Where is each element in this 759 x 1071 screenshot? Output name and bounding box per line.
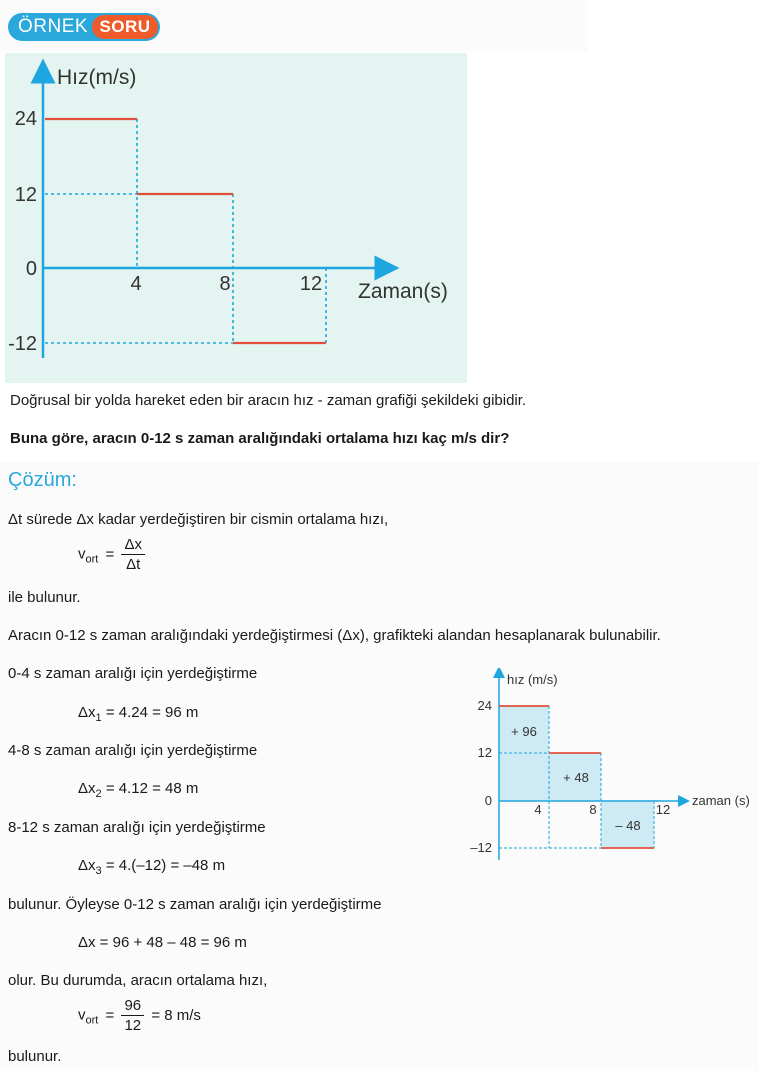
- avg-sub: ort: [85, 1014, 99, 1027]
- seg1-sub: 1: [95, 712, 102, 724]
- y-axis-label: Hız(m/s): [57, 66, 137, 89]
- x-tick-8: 8: [219, 273, 231, 295]
- segment3-equation: [78, 857, 225, 877]
- formula-denominator: Δt: [126, 556, 141, 573]
- avg-numerator: 96: [121, 997, 144, 1016]
- y-tick-minus12: -12: [8, 333, 37, 355]
- badge-ornek-label: ÖRNEK: [8, 13, 160, 41]
- area-graph: [462, 668, 759, 868]
- g2-y-axis-label: hız (m/s): [507, 672, 558, 687]
- g2-x-axis-label: zaman (s): [692, 793, 750, 808]
- seg2-rhs: = 4.12 = 48 m: [101, 780, 199, 797]
- ornek-soru-badge: [8, 13, 160, 43]
- badge-soru-label: SORU: [92, 15, 158, 39]
- formula-fraction: [121, 536, 145, 573]
- y-tick-12: 12: [14, 184, 37, 206]
- seg1-rhs: = 4.24 = 96 m: [101, 704, 199, 721]
- solution-intro: Δt sürede Δx kadar yerdeğiştiren bir cismin ortalama hızı,: [8, 511, 389, 528]
- x-tick-12: 12: [299, 273, 323, 295]
- avg-fraction: [121, 997, 144, 1034]
- total-title: bulunur. Öyleyse 0-12 s zaman aralığı için yerdeğiştirme: [8, 896, 382, 913]
- avg-title: olur. Bu durumda, aracın ortalama hızı,: [8, 972, 268, 989]
- avg-eq: =: [105, 1007, 115, 1024]
- seg3-sub: 3: [95, 865, 102, 877]
- g2-x-tick-8: 8: [589, 802, 597, 817]
- formula-sub: ort: [85, 553, 99, 566]
- segment1-equation: [78, 704, 198, 724]
- velocity-time-graph: [5, 53, 467, 383]
- found-line-2: bulunur.: [8, 1048, 62, 1065]
- seg2-lhs: Δx: [78, 780, 96, 797]
- g2-y-tick-12: 12: [477, 745, 492, 760]
- total-equation: Δx = 96 + 48 – 48 = 96 m: [78, 934, 247, 951]
- question-prompt: Buna göre, aracın 0-12 s zaman aralığındaki ortalama hızı kaç m/s dir?: [10, 430, 510, 447]
- velocity-time-graph-svg: [5, 53, 467, 383]
- avg-rhs: = 8 m/s: [151, 1007, 201, 1024]
- seg2-sub: 2: [95, 788, 102, 800]
- seg3-rhs: = 4.(–12) = –48 m: [101, 857, 226, 874]
- area-label-minus48: – 48: [615, 818, 641, 833]
- g2-y-tick-0: 0: [484, 793, 492, 808]
- question-statement: Doğrusal bir yolda hareket eden bir aracın hız - zaman grafiği şekildeki gibidir.: [10, 392, 527, 409]
- formula-lhs: v: [78, 545, 86, 563]
- area-label-plus48: + 48: [563, 770, 589, 785]
- avg-denominator: 12: [124, 1017, 142, 1034]
- solution-title: Çözüm:: [8, 469, 77, 491]
- y-tick-24: 24: [14, 108, 37, 130]
- g2-x-tick-4: 4: [534, 802, 542, 817]
- x-axis-label: Zaman(s): [358, 280, 448, 303]
- avg-velocity-formula: [78, 536, 145, 573]
- g2-y-tick-24: 24: [477, 698, 492, 713]
- segment2-title: 4-8 s zaman aralığı için yerdeğiştirme: [8, 742, 258, 759]
- x-tick-4: 4: [130, 273, 142, 295]
- segment2-equation: [78, 780, 198, 800]
- segment3-title: 8-12 s zaman aralığı için yerdeğiştirme: [8, 819, 266, 836]
- y-tick-0: 0: [25, 258, 37, 280]
- found-line-1: ile bulunur.: [8, 589, 81, 606]
- formula-numerator: Δx: [121, 536, 145, 555]
- area-label-plus96: + 96: [511, 724, 537, 739]
- displacement-line: Aracın 0-12 s zaman aralığındaki yerdeğiştirmesi (Δx), grafikteki alandan hesaplanarak bulunabilir.: [8, 627, 661, 644]
- formula-eq: =: [105, 546, 115, 563]
- g2-y-tick-minus12: –12: [470, 840, 492, 855]
- avg-lhs: v: [78, 1006, 86, 1024]
- g2-x-tick-12: 12: [655, 802, 671, 817]
- avg-velocity-result: [78, 997, 201, 1034]
- segment1-title: 0-4 s zaman aralığı için yerdeğiştirme: [8, 665, 258, 682]
- area-graph-svg: [462, 668, 759, 868]
- seg1-lhs: Δx: [78, 704, 96, 721]
- seg3-lhs: Δx: [78, 857, 96, 874]
